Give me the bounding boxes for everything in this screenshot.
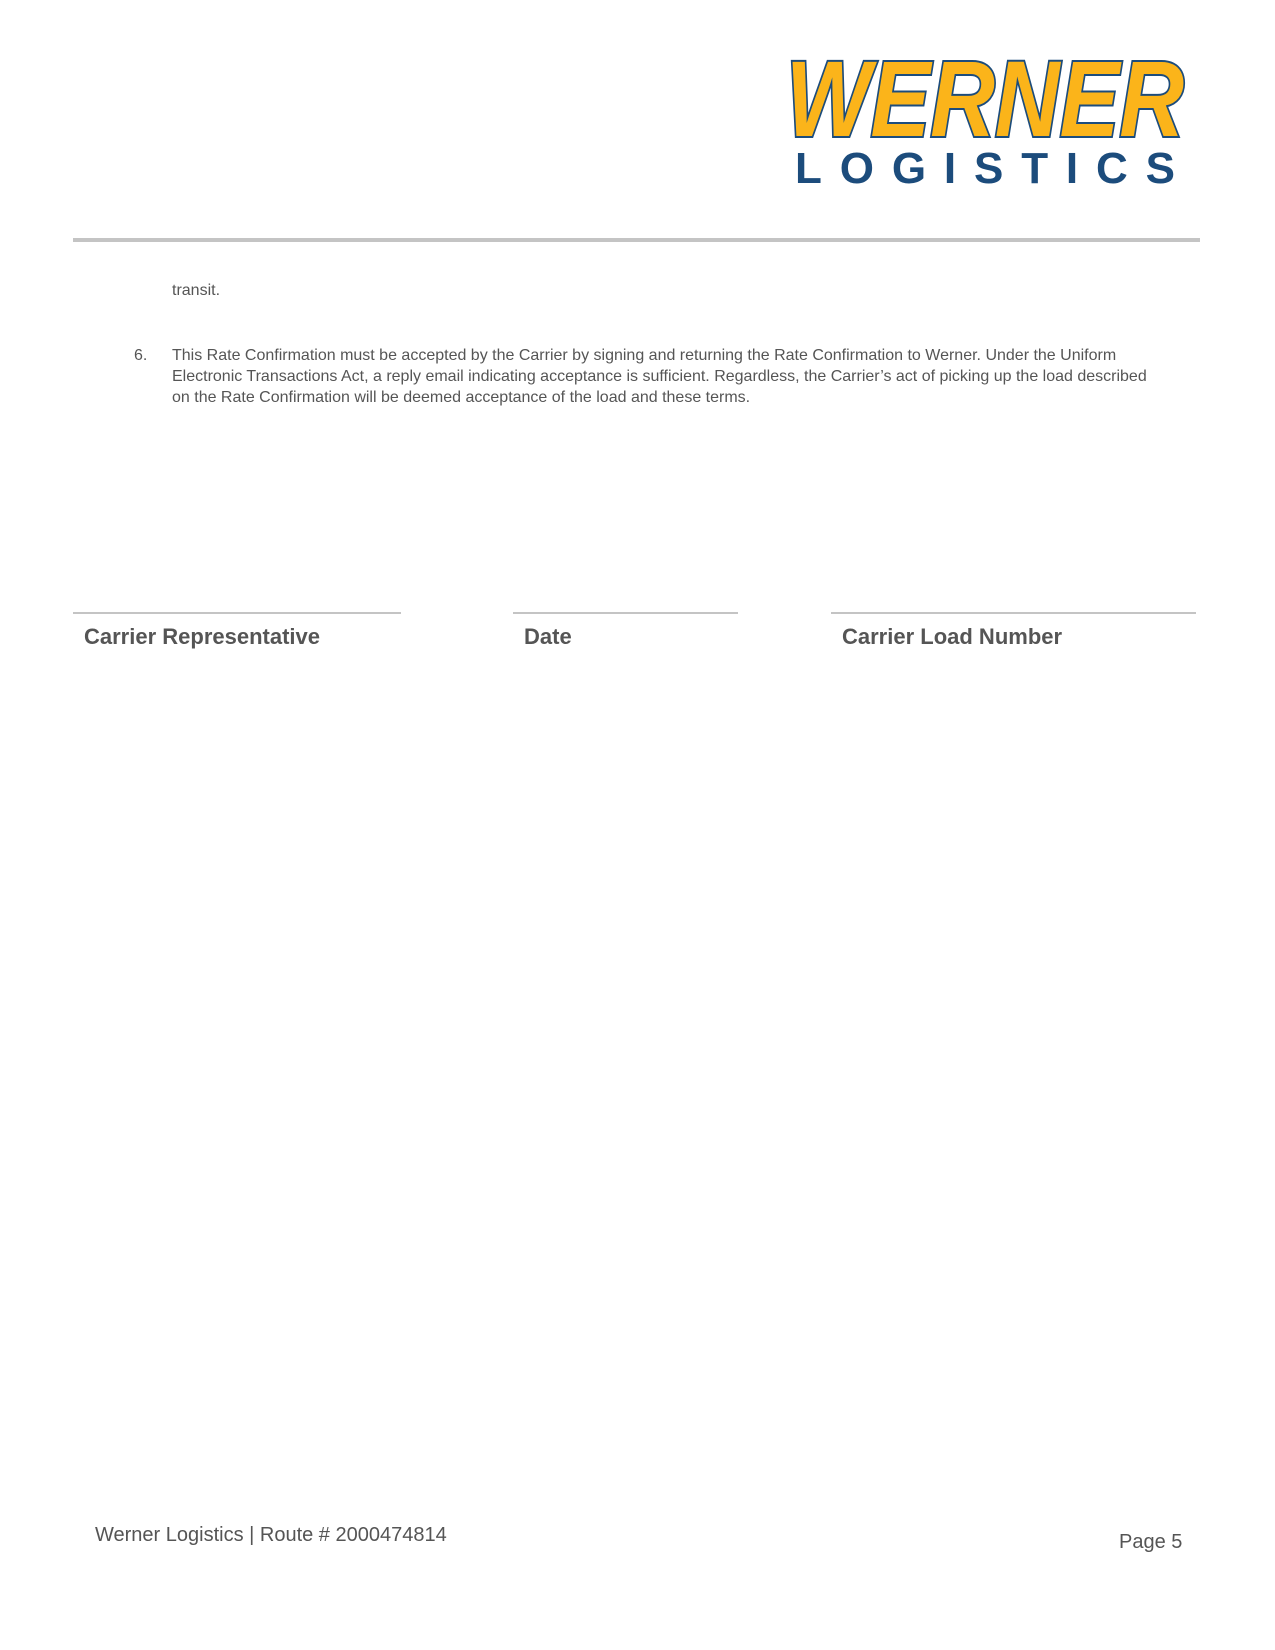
svg-text:WERNER: WERNER bbox=[786, 40, 1184, 159]
header-divider bbox=[73, 238, 1200, 242]
term-item-text: This Rate Confirmation must be accepted by the Carrier by signing and returning the Rate Confirmation to Werner. Under the Uniform Electronic Transactions Act, a reply email indicating acceptance is sufficient. Regardless, the Carrier’s act of picking up the load described on the Rate Confirmation will be deemed acceptance of the load and these terms. bbox=[172, 347, 1147, 406]
footer-route-info: Werner Logistics | Route # 2000474814 bbox=[95, 1524, 447, 1546]
signature-line bbox=[831, 612, 1196, 614]
werner-logistics-logo bbox=[780, 40, 1190, 190]
signature-line bbox=[73, 612, 401, 614]
term-item-number: 6. bbox=[134, 347, 148, 364]
signature-line bbox=[513, 612, 738, 614]
date-label: Date bbox=[524, 624, 572, 649]
date-field[interactable] bbox=[513, 612, 738, 650]
svg-text:LOGISTICS: LOGISTICS bbox=[795, 144, 1175, 190]
carrier-load-number-label: Carrier Load Number bbox=[842, 624, 1063, 649]
carrier-representative-label: Carrier Representative bbox=[84, 624, 321, 649]
term-item-6 bbox=[134, 345, 1164, 408]
carrier-load-number-field[interactable] bbox=[831, 612, 1196, 650]
carrier-representative-field[interactable] bbox=[73, 612, 401, 650]
continued-term-text: transit. bbox=[172, 282, 221, 299]
footer-page-number: Page 5 bbox=[1119, 1531, 1183, 1553]
